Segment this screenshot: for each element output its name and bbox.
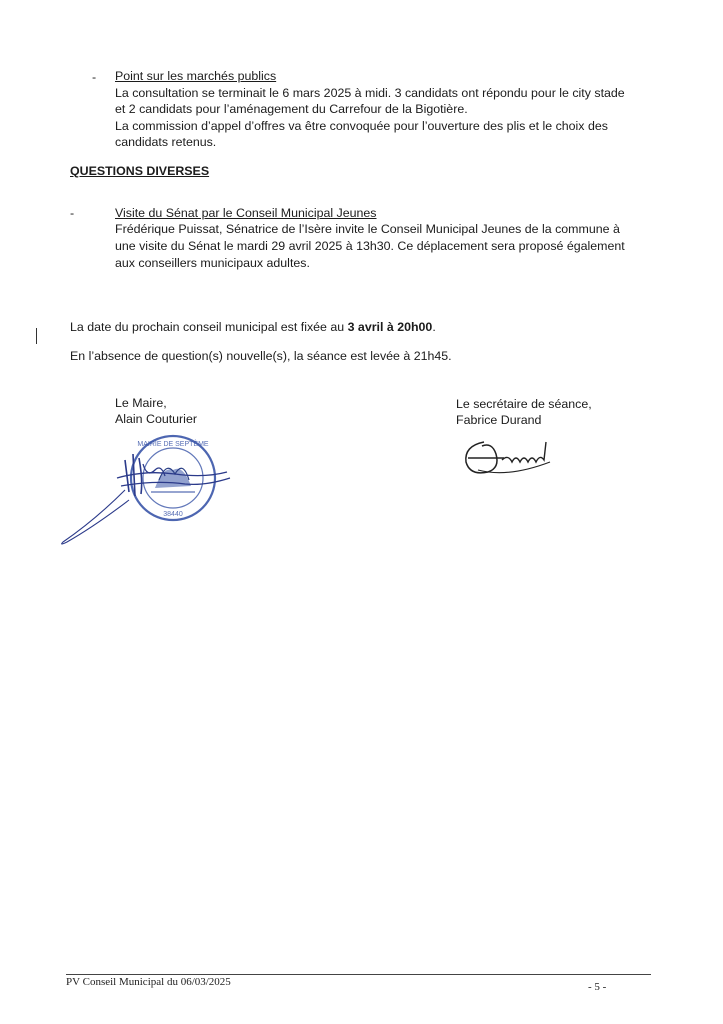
secretary-role: Le secrétaire de séance,	[456, 397, 592, 411]
footer-rule	[66, 974, 651, 975]
bullet-dash: -	[92, 70, 97, 84]
next-council-line	[70, 319, 436, 336]
paragraph-line: aux conseillers municipaux adultes.	[115, 256, 310, 270]
paragraph-line: candidats retenus.	[115, 135, 217, 149]
paragraph-line: une visite du Sénat le mardi 29 avril 2025 à 13h30. Ce déplacement sera proposé également	[115, 239, 625, 253]
next-council-date: 3 avril à 20h00	[347, 320, 433, 334]
section-heading-marches: Point sur les marchés publics	[115, 69, 277, 83]
section-title-questions: QUESTIONS DIVERSES	[70, 164, 210, 178]
mayor-role: Le Maire,	[115, 396, 167, 410]
closing-line: En l’absence de question(s) nouvelle(s), la séance est levée à 21h45.	[70, 349, 452, 363]
paragraph-line: La consultation se terminait le 6 mars 2025 à midi. 3 candidats ont répondu pour le city stade	[115, 86, 625, 100]
secretary-signature	[458, 432, 568, 482]
paragraph-line: Frédérique Puissat, Sénatrice de l’Isère invite le Conseil Municipal Jeunes de la commune à	[115, 222, 620, 236]
svg-text:MAIRIE DE SEPTÈME: MAIRIE DE SEPTÈME	[137, 441, 209, 448]
paragraph-line: La commission d’appel d’offres va être convoquée pour l’ouverture des plis et le choix des	[115, 119, 608, 133]
margin-mark	[36, 328, 37, 344]
next-council-suffix: .	[432, 320, 436, 334]
page-number: - 5 -	[588, 981, 607, 993]
footer-title: PV Conseil Municipal du 06/03/2025	[66, 976, 231, 988]
bullet-dash: -	[70, 206, 75, 220]
mayor-name: Alain Couturier	[115, 412, 197, 426]
paragraph-line: et 2 candidats pour l’aménagement du Carrefour de la Bigotière.	[115, 102, 468, 116]
mayor-stamp-signature	[55, 430, 255, 560]
secretary-name: Fabrice Durand	[456, 413, 542, 427]
next-council-prefix: La date du prochain conseil municipal est fixée au	[70, 320, 348, 334]
svg-text:38440: 38440	[163, 511, 183, 518]
section-heading-senat: Visite du Sénat par le Conseil Municipal Jeunes	[115, 206, 377, 220]
